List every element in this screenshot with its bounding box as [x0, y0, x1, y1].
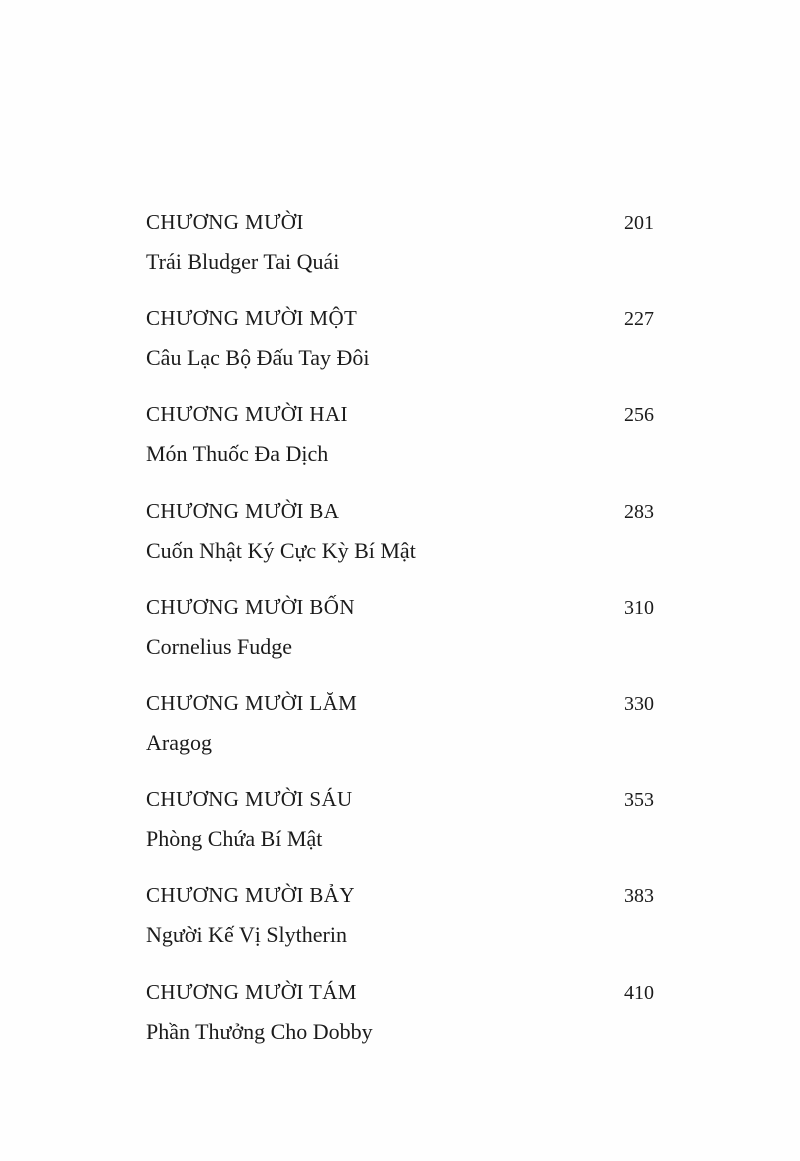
chapter-row	[146, 494, 654, 528]
chapter-title: Aragog	[146, 729, 212, 755]
chapter-label: CHƯƠNG MƯỜI TÁM	[146, 979, 357, 1004]
page-number: 227	[624, 308, 654, 331]
chapter-title: Phần Thưởng Cho Dobby	[146, 1018, 373, 1044]
toc-entry	[146, 397, 654, 493]
toc-entry	[146, 878, 654, 974]
chapter-label: CHƯƠNG MƯỜI LĂM	[146, 690, 358, 715]
chapter-row	[146, 878, 654, 912]
chapter-title: Món Thuốc Đa Dịch	[146, 441, 329, 467]
chapter-title: Cornelius Fudge	[146, 633, 293, 659]
toc-entry	[146, 975, 654, 1071]
chapter-title: Phòng Chứa Bí Mật	[146, 826, 323, 852]
page-number: 283	[624, 500, 654, 523]
toc-entry	[146, 205, 654, 301]
chapter-label: CHƯƠNG MƯỜI	[146, 210, 304, 234]
toc-entry	[146, 494, 654, 590]
page-number: 256	[624, 404, 654, 427]
chapter-title: Cuốn Nhật Ký Cực Kỳ Bí Mật	[146, 537, 416, 563]
chapter-row	[146, 782, 654, 816]
page-number: 330	[624, 692, 654, 715]
chapter-label: CHƯƠNG MƯỜI BẢY	[146, 883, 355, 908]
table-of-contents	[146, 205, 654, 1071]
toc-entry	[146, 782, 654, 878]
chapter-label: CHƯƠNG MƯỜI BỐN	[146, 594, 355, 619]
page-number: 410	[624, 981, 654, 1004]
chapter-row	[146, 397, 654, 431]
chapter-row	[146, 686, 654, 720]
page-number: 383	[624, 885, 654, 908]
toc-entry	[146, 686, 654, 782]
chapter-label: CHƯƠNG MƯỜI SÁU	[146, 787, 353, 812]
page-number: 201	[624, 212, 654, 234]
chapter-label: CHƯƠNG MƯỜI HAI	[146, 402, 348, 427]
chapter-label: CHƯƠNG MƯỜI BA	[146, 498, 340, 523]
page-number: 310	[624, 596, 654, 619]
chapter-title: Trái Bludger Tai Quái	[146, 249, 340, 274]
chapter-row	[146, 301, 654, 335]
toc-entry	[146, 590, 654, 686]
chapter-title: Câu Lạc Bộ Đấu Tay Đôi	[146, 345, 370, 371]
chapter-row	[146, 590, 654, 624]
chapter-label: CHƯƠNG MƯỜI MỘT	[146, 306, 358, 331]
page-number: 353	[624, 789, 654, 812]
chapter-title: Người Kế Vị Slytherin	[146, 922, 347, 948]
chapter-row	[146, 975, 654, 1009]
chapter-row	[146, 205, 654, 239]
toc-entry	[146, 301, 654, 397]
